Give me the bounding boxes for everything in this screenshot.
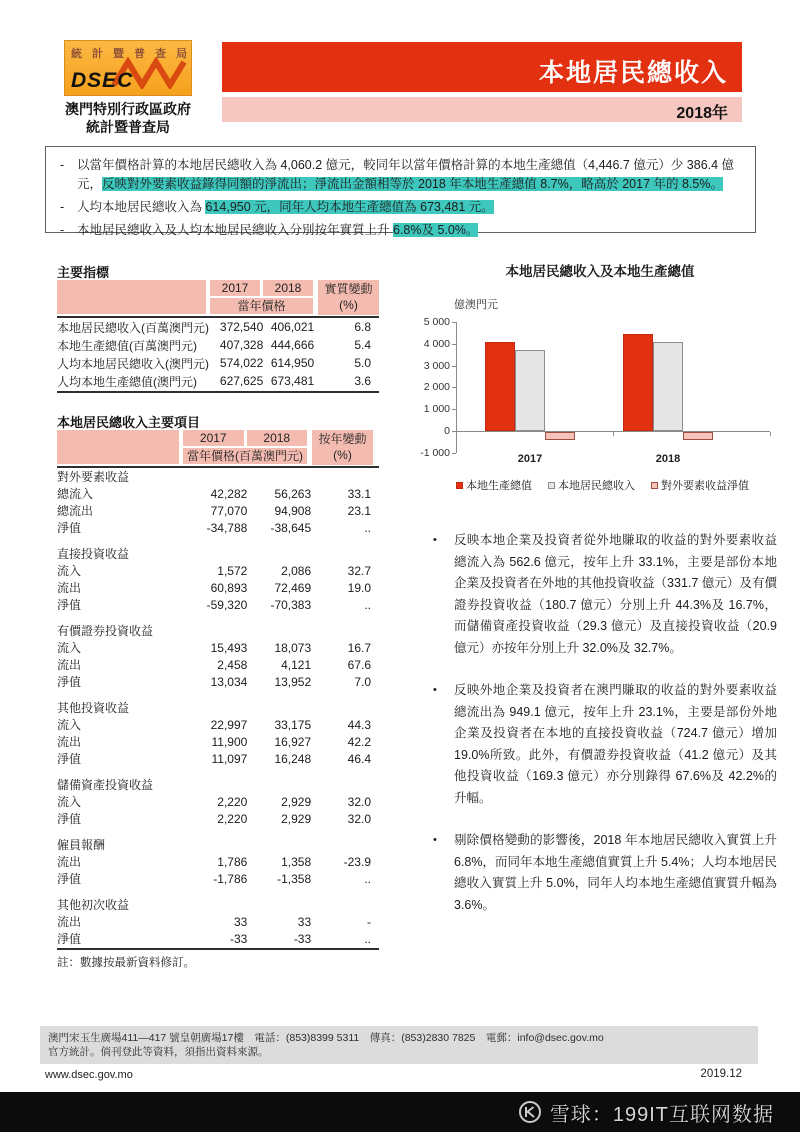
summary-bullet [60,221,741,240]
table-cell: 407,328 [219,338,264,352]
table-cell: 574,022 [219,356,264,370]
table-cell: 46.4 [347,751,371,766]
y-tick-label: -1 000 [420,446,450,459]
section-row [57,613,379,639]
chart-unit-label: 億澳門元 [454,299,498,311]
table-cell: 7.0 [354,674,371,689]
table-row [57,562,379,579]
table-row [57,853,379,870]
legend-label: 對外要素收益淨值 [661,480,749,492]
table-bottom-rule [57,948,379,950]
table-cell: 94,908 [274,503,312,518]
gov-line-2: 統計暨普查局 [86,119,170,135]
highlighted-text: 6.8%及 5.0%。 [392,223,479,237]
header-price-label: 當年價格 [210,298,313,314]
summary-bullet [60,198,741,217]
table-cell: 16.7 [347,640,371,655]
plain-text: 人均本地居民總收入為 [77,200,206,214]
table-cell: 流入 [57,718,82,732]
y-tick-mark [452,453,456,454]
header-change-cell [318,280,379,315]
chart-bar [683,432,713,440]
table-cell: -34,788 [206,520,248,535]
table-cell: -70,383 [270,597,312,612]
table-cell: -38,645 [270,520,312,535]
key-indicators-title: 主要指標 [57,265,110,280]
y-tick-label: 3 000 [423,359,450,372]
logo-char: 暨 [113,48,124,60]
table-cell: 614,950 [270,356,315,370]
main-items-title: 本地居民總收入主要項目 [57,415,201,430]
table-row [57,733,379,750]
table-cell: -59,320 [206,597,248,612]
analysis-bullets [433,530,777,937]
x-tick-mark [456,432,457,436]
section-label: 其他初次收益 [57,898,130,912]
table-cell: 流入 [57,564,82,578]
section-row [57,536,379,562]
table-cell: 33 [297,914,312,929]
footer-issue-date: 2019.12 [700,1068,742,1080]
table-cell: 2,929 [281,794,312,809]
table-cell: 2,220 [217,794,248,809]
table-row [57,750,379,767]
summary-bullet-text [77,221,478,240]
header-blank-cell [57,430,179,464]
watermark-text: 雪球：199IT互联网数据 [549,1103,774,1126]
summary-bullet-text [77,198,494,217]
table-row [57,810,379,827]
table-cell: 77,070 [210,503,248,518]
xueqiu-logo-icon [518,1100,542,1124]
analysis-bullet-text: 反映本地企業及投資者從外地賺取的收益的對外要素收益總流入為 562.6 億元，按年上升 33.1%，主要是部份本地企業及投資者在外地的其他投資收益（331.7 億元）及有價證券投資收益（180.7 億元）分別上升 44.3%及 16.7%，而儲備資產投資收益（29.3 億元）及直接投資收益（20.9 億元）亦按年分別上升 32.0%及 32.7%。 [454,533,777,655]
legend-label: 本地生產總值 [466,480,532,492]
header-year-group [183,430,307,465]
table-cell: 32.7 [347,563,371,578]
legend-label: 本地居民總收入 [558,480,635,492]
table-cell: 627,625 [219,374,264,388]
legend-item [456,477,532,493]
summary-bullet-text [77,156,741,194]
table-header [57,280,379,315]
chart-bar [545,432,575,440]
table-cell: 流出 [57,581,82,595]
table-cell: 1,572 [217,563,248,578]
table-cell: .. [364,871,371,886]
table-cell: 33.1 [347,486,371,501]
chart-bar [623,334,653,431]
table-cell: 總流出 [57,504,94,518]
table-cell: 1,358 [281,854,312,869]
bullet-marker: • [433,834,437,846]
header-price-label: 當年價格(百萬澳門元) [183,448,307,464]
table-cell: 1,786 [217,854,248,869]
dsec-logo [64,40,192,96]
table-row [57,336,379,354]
dash-marker: - [60,158,65,172]
table-cell: .. [364,931,371,946]
logo-char: 計 [92,48,103,60]
table-cell: 6.8 [354,320,371,334]
table-cell: .. [364,520,371,535]
y-tick-label: 0 [444,425,450,437]
table-row [57,485,379,502]
footer-contact-bar [40,1026,758,1064]
table-cell: 22,997 [210,717,248,732]
gov-line-1: 澳門特別行政區政府 [65,101,191,117]
section-row [57,887,379,913]
table-cell: -1,786 [213,871,248,886]
analysis-bullet-text: 剔除價格變動的影響後，2018 年本地居民總收入實質上升 6.8%，而同年本地生產總值實質上升 5.4%；人均本地居民總收入實質上升 5.0%，同年人均本地生產總值實質升幅為 3.6%。 [454,833,777,912]
header-change-label: 實質變動 [324,282,373,296]
header-col-2017: 2017 [210,280,260,296]
chart-legend [456,477,749,493]
table-cell: 流出 [57,855,82,869]
logo-acronym: DSEC [71,69,134,92]
highlighted-text: 反映對外要素收益錄得同額的淨流出；淨流出金額相等於 2018 年本地生產總值 8.7%，略高於 2017 年的 8.5%。 [102,177,723,191]
table-row [57,579,379,596]
bullet-marker: • [433,684,437,696]
table-row [57,870,379,887]
footer-website: www.dsec.gov.mo [45,1069,133,1081]
section-row [57,827,379,853]
table-cell: 流入 [57,641,82,655]
table-cell: 流出 [57,915,82,929]
section-label: 其他投資收益 [57,701,130,715]
table-cell: 2,929 [281,811,312,826]
table-cell: 444,666 [270,338,315,352]
header-change-cell [312,430,373,465]
y-tick-label: 5 000 [423,316,450,328]
analysis-bullet [433,680,777,809]
table-cell: 372,540 [219,320,264,334]
table-cell: 淨值 [57,521,82,535]
header-change-unit: (%) [333,448,352,462]
dash-marker: - [60,223,65,237]
legend-item [548,477,635,493]
header-col-2018: 2018 [247,430,308,446]
watermark-bar [0,1092,800,1132]
table-cell: 5.4 [354,338,371,352]
table-cell: -23.9 [343,854,371,869]
table-cell: 16,927 [274,734,312,749]
table-cell: 2,086 [281,563,312,578]
chart-bar [515,350,545,431]
x-tick-mark [770,432,771,436]
header-change-unit: (%) [339,298,358,312]
section-label: 儲備資產投資收益 [57,778,154,792]
table-row [57,913,379,930]
y-tick-label: 2 000 [423,381,450,394]
table-cell: 42,282 [210,486,248,501]
report-year-banner: 2018年 [222,97,742,122]
table-note: 註：數據按最新資料修訂。 [57,957,195,969]
table-row [57,354,379,372]
logo-char: 普 [134,48,145,60]
table-cell: 本地生產總值(百萬澳門元) [57,338,197,353]
table-row [57,716,379,733]
table-row [57,596,379,613]
x-category-label: 2018 [655,453,681,465]
y-tick-label: 1 000 [423,403,450,416]
summary-highlights-box [45,146,756,237]
table-bottom-rule [57,391,379,393]
table-cell: 16,248 [274,751,312,766]
table-header [57,430,379,465]
legend-swatch [651,482,658,489]
table-cell: - [367,914,371,929]
table-row [57,502,379,519]
table-row [57,318,379,336]
dash-marker: - [60,200,65,214]
table-cell: 淨值 [57,932,82,946]
table-cell: 42.2 [347,734,371,749]
section-label: 有價證券投資收益 [57,624,154,638]
table-row [57,519,379,536]
y-tick-label: 4 000 [423,337,450,350]
table-cell: 23.1 [347,503,371,518]
table-cell: 淨值 [57,675,82,689]
table-cell: 56,263 [274,486,312,501]
logo-char: 統 [71,48,82,60]
table-cell: .. [364,597,371,612]
table-cell: 60,893 [210,580,248,595]
table-cell: 15,493 [210,640,248,655]
main-items-table [57,430,379,970]
x-tick-mark [613,432,614,436]
header-blank-cell [57,280,206,314]
table-cell: 406,021 [270,320,315,334]
section-row [57,690,379,716]
table-cell: 32.0 [347,811,371,826]
table-cell: 淨值 [57,598,82,612]
key-indicators-body [57,318,379,390]
header-year-group [210,280,313,315]
table-cell: 19.0 [347,580,371,595]
table-cell: 人均本地居民總收入(澳門元) [57,356,209,371]
legend-swatch [456,482,463,489]
plain-text: 本地居民總收入及人均本地居民總收入分別按年實質上升 [77,223,393,237]
table-row [57,372,379,390]
table-cell: 2,220 [217,811,248,826]
table-cell: 32.0 [347,794,371,809]
section-row [57,468,379,485]
table-row [57,673,379,690]
bullet-marker: • [433,534,437,546]
table-cell: 33 [233,914,248,929]
header-col-2017: 2017 [183,430,244,446]
table-cell: 13,952 [274,674,312,689]
summary-bullet [60,156,741,194]
table-cell: 13,034 [210,674,248,689]
header-change-label: 按年變動 [318,432,367,446]
table-cell: 67.6 [347,657,371,672]
table-cell: -33 [229,931,248,946]
legend-swatch [548,482,555,489]
table-cell: 流出 [57,658,82,672]
table-cell: 11,097 [211,751,248,766]
table-cell: 本地居民總收入(百萬澳門元) [57,320,209,335]
table-cell: 流入 [57,795,82,809]
table-row [57,793,379,810]
report-title-banner: 本地居民總收入 [222,42,742,92]
table-cell: 流出 [57,735,82,749]
chart-bar [485,342,515,431]
section-label: 對外要素收益 [57,470,130,484]
section-row [57,767,379,793]
x-category-label: 2017 [517,453,543,465]
logo-char: 查 [155,48,166,60]
key-indicators-table [57,280,379,393]
footer-official-line: 官方統計。倘刊登此等資料，須指出資料來源。 [48,1046,269,1058]
analysis-bullet [433,830,777,916]
logo-char: 局 [176,48,187,60]
plain-text: 以當年價格計算的本地居民總收入為 4,060.2 億元，較同年以當年價格計算的本地生產總值（4,446.7 億元）少 386.4 億元， [77,158,735,191]
table-cell: 人均本地生產總值(澳門元) [57,374,197,389]
section-label: 直接投資收益 [57,547,130,561]
table-cell: 44.3 [347,717,371,732]
footer-address-line: 澳門宋玉生廣場411—417 號皇朝廣場17樓 電話：(853)8399 5311 傳真：(853)2830 7825 電郵：info@dsec.gov.mo [48,1032,604,1044]
table-cell: 淨值 [57,752,82,766]
table-cell: 33,175 [274,717,312,732]
section-label: 僱員報酬 [57,838,106,852]
header-col-2018: 2018 [263,280,313,296]
table-row [57,930,379,947]
table-cell: -1,358 [277,871,312,886]
table-cell: 11,900 [211,734,248,749]
table-cell: 淨值 [57,812,82,826]
table-cell: 2,458 [217,657,248,672]
analysis-bullet-text: 反映外地企業及投資者在澳門賺取的收益的對外要素收益總流出為 949.1 億元，按年上升 23.1%，主要是部份外地企業及投資者在本地的直接投資收益（724.7 億元）增加 19.0%所致。此外，有價證券投資收益（41.2 億元）及其他投資收益（169.3 億元）亦分別錄得 67.6%及 42.2%的升幅。 [454,683,777,805]
analysis-bullet [433,530,777,659]
table-cell: 5.0 [354,356,371,370]
table-row [57,639,379,656]
table-cell: 72,469 [274,580,312,595]
chart-title: 本地居民總收入及本地生產總值 [505,264,695,279]
table-cell: 18,073 [274,640,312,655]
table-cell: 淨值 [57,872,82,886]
table-cell: 673,481 [270,374,315,388]
gni-gdp-bar-chart [420,256,780,500]
table-cell: 3.6 [354,374,371,388]
table-cell: 總流入 [57,487,94,501]
highlighted-text: 614,950 元，同年人均本地生產總值為 673,481 元。 [205,200,494,214]
main-items-body [57,468,379,947]
table-cell: 4,121 [281,657,312,672]
chart-bar [653,342,683,431]
government-name [40,100,216,136]
table-cell: -33 [293,931,312,946]
legend-item [651,477,749,493]
table-row [57,656,379,673]
